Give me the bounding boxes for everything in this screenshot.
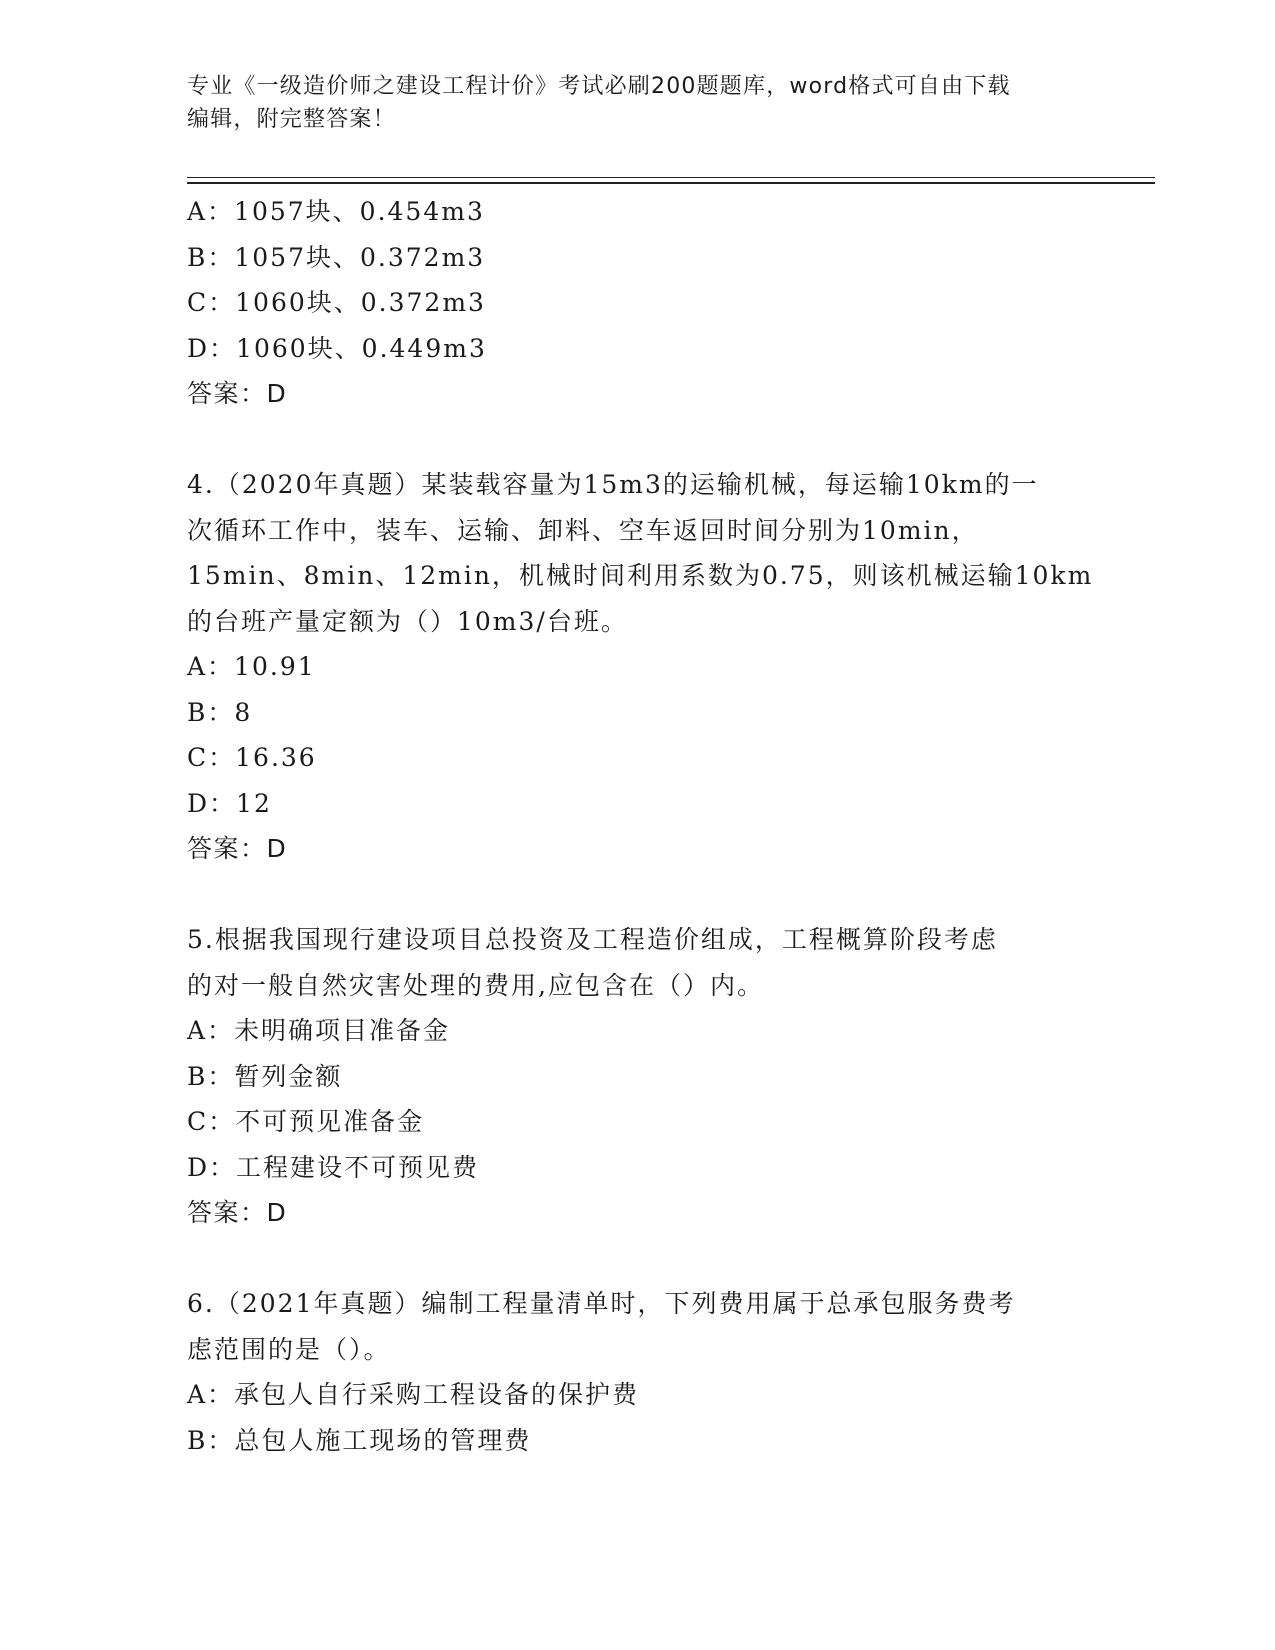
header-divider-thick (187, 182, 1155, 184)
answer-line: 答案：D (187, 834, 288, 863)
option-d: D：12 (187, 788, 272, 818)
document-header (187, 70, 1077, 136)
question-stem-line: 虑范围的是（）。 (187, 1334, 391, 1364)
option-b: B：暂列金额 (187, 1061, 343, 1091)
option-d: D：1060块、0.449m3 (187, 333, 487, 363)
spacer (187, 1236, 1087, 1282)
option-c: C：1060块、0.372m3 (187, 288, 486, 317)
question-stem-line: 次循环工作中，装车、运输、卸料、空车返回时间分别为10min， (187, 515, 979, 545)
header-divider-thin (187, 177, 1155, 178)
spacer (187, 872, 1087, 918)
header-title-line-1: 专业《一级造价师之建设工程计价》考试必刷200题题库，word格式可自由下载 (187, 74, 1011, 99)
answer-line: 答案：D (187, 1198, 288, 1227)
question-content (187, 189, 1094, 1463)
question-4-block (187, 462, 1094, 872)
option-d: D：工程建设不可预见费 (187, 1152, 480, 1182)
question-stem-line: 4.（2020年真题）某装载容量为15m3的运输机械，每运输10km的一 (187, 470, 1039, 499)
question-6-block (187, 1281, 1087, 1463)
option-a: A：承包人自行采购工程设备的保护费 (187, 1380, 640, 1409)
question-stem-line: 的台班产量定额为（）10m3/台班。 (187, 606, 628, 636)
question-stem-line: 5.根据我国现行建设项目总投资及工程造价组成，工程概算阶段考虑 (187, 925, 998, 954)
question-stem-line: 的对一般自然灾害处理的费用,应包含在（）内。 (187, 970, 764, 1000)
option-a: A：10.91 (187, 652, 316, 681)
option-b: B：8 (187, 697, 253, 727)
question-5-block (187, 917, 1087, 1236)
header-title-line-2: 编辑，附完整答案！ (187, 107, 396, 132)
partial-question-block (187, 189, 1087, 417)
option-b: B：1057块、0.372m3 (187, 242, 486, 272)
question-stem-line: 15min、8min、12min，机械时间利用系数为0.75，则该机械运输10km (187, 561, 1094, 590)
option-c: C：16.36 (187, 743, 317, 772)
option-a: A：1057块、0.454m3 (187, 197, 485, 226)
spacer (187, 417, 1087, 463)
option-b: B：总包人施工现场的管理费 (187, 1425, 532, 1455)
option-c: C：不可预见准备金 (187, 1107, 425, 1136)
answer-line: 答案：D (187, 379, 288, 408)
question-stem-line: 6.（2021年真题）编制工程量清单时，下列费用属于总承包服务费考 (187, 1289, 1016, 1318)
option-a: A：未明确项目准备金 (187, 1016, 451, 1045)
